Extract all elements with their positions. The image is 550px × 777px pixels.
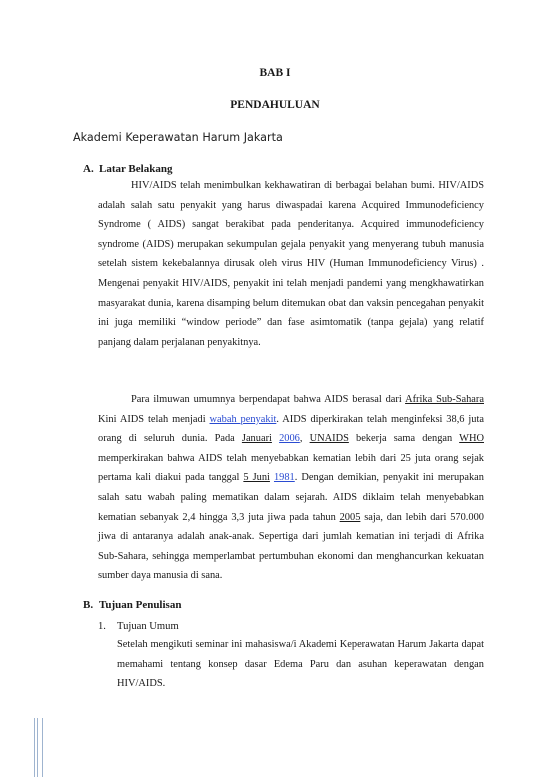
tujuan-umum-paragraph: Setelah mengikuti seminar ini mahasiswa/i Akademi Keperawatan Harum Jakarta dapat memahami tentang konsep dasar Edema Paru dan asuhan keperawatan dengan HIV/AIDS. — [117, 639, 484, 690]
p2-text-4 — [272, 433, 279, 444]
p2-text-6: bekerja sama dengan — [348, 433, 460, 445]
p2-text-5: , — [299, 433, 310, 445]
section-a-heading — [83, 163, 172, 175]
p2-text-2: Kini AIDS telah menjadi — [98, 413, 210, 425]
section-b-heading — [83, 599, 181, 611]
chapter-title: PENDAHULUAN — [230, 99, 320, 111]
p2-text-3: . AIDS diperkirakan telah menginfeksi 38,6 juta orang di seluruh dunia. Pada — [98, 413, 484, 445]
margin-decoration-lines — [34, 718, 43, 777]
section-a-letter: A. — [83, 163, 94, 175]
link-wabah-penyakit[interactable]: wabah penyakit — [209, 413, 277, 425]
link-unaids[interactable]: UNAIDS — [309, 433, 349, 445]
link-1981[interactable]: 1981 — [273, 472, 295, 484]
p2-text-10: saja, dan lebih dari 570.000 jiwa di antaranya adalah anak-anak. Sepertiga dari jumlah kematian ini terjadi di Afrika Sub-Sahara, sehingga memperlambat pertumbuhan ekonomi dan menghancurkan kekuatan sumber daya manusia di sana. — [98, 511, 484, 582]
link-who[interactable]: WHO — [459, 433, 484, 445]
p2-text-1: Para ilmuwan umumnya berpendapat bahwa AIDS berasal dari — [131, 394, 406, 405]
section-b-letter: B. — [83, 599, 94, 611]
link-5-juni[interactable]: 5 Juni — [243, 472, 270, 484]
background-paragraph-2 — [98, 390, 484, 586]
link-2006[interactable]: 2006 — [279, 433, 300, 445]
p2-text-7: memperkirakan bahwa AIDS telah menyebabkan kematian lebih dari 25 juta orang sejak pertama kali diakui pada tanggal — [98, 452, 484, 484]
section-b-title: Tujuan Penulisan — [99, 599, 182, 611]
institution-name: Akademi Keperawatan Harum Jakarta — [73, 131, 283, 144]
section-a-title: Latar Belakang — [99, 163, 173, 175]
subsection-1-heading — [98, 621, 179, 632]
subsection-1-number: 1. — [98, 621, 106, 632]
link-januari[interactable]: Januari — [241, 433, 272, 445]
subsection-1-title: Tujuan Umum — [117, 621, 179, 632]
p2-text-9: . Dengan demikian, penyakit ini merupakan salah satu wabah paling mematikan dalam sejarah. AIDS diklaim telah menyebabkan kematian sebanyak 2,4 hingga 3,3 juta jiwa pada tahun — [98, 472, 484, 523]
link-afrika-sub-sahara[interactable]: Afrika Sub-Sahara — [405, 394, 484, 405]
chapter-number: BAB I — [259, 67, 291, 79]
background-paragraph-1: HIV/AIDS telah menimbulkan kekhawatiran di berbagai belahan bumi. HIV/AIDS adalah salah satu penyakit yang harus diwaspadai karena Acquired Immunodeficiency Syndrome ( AIDS) sangat berakibat pada penderitanya. Acquired immunodeficiency syndrome (AIDS) merupakan sekumpulan gejala penyakit yang menyerang tubuh manusia setelah sistem kekebalannya dirusak oleh virus HIV (Human Immunodeficiency Virus) . Mengenai penyakit HIV/AIDS, penyakit ini telah menjadi pandemi yang mengkhawatirkan masyarakat dunia, karena disamping belum ditemukan obat dan vaksin pencegahan penyakit ini juga memiliki “window periode” dan fase asimtomatik (tanpa gejala) yang relatif panjang dalam perjalanan penyakitnya. — [98, 180, 484, 348]
link-2005[interactable]: 2005 — [339, 511, 361, 523]
